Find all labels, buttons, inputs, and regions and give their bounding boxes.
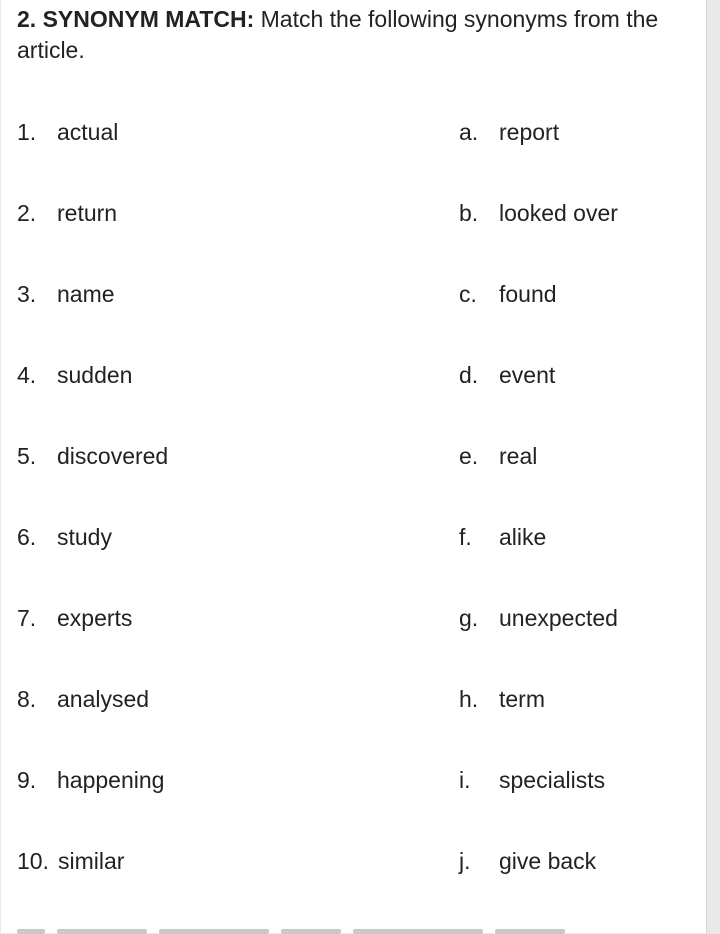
item-number: 6. bbox=[17, 524, 37, 550]
option-word: alike bbox=[499, 524, 547, 550]
option-word: looked over bbox=[499, 200, 618, 226]
option-word: specialists bbox=[499, 767, 606, 793]
worksheet-page bbox=[1, 0, 707, 933]
item-word: sudden bbox=[57, 362, 133, 388]
item-word: study bbox=[57, 524, 112, 550]
match-row bbox=[1, 679, 706, 719]
item-number: 1. bbox=[17, 119, 37, 145]
option-letter: e. bbox=[459, 443, 479, 469]
match-row bbox=[1, 436, 706, 476]
match-row bbox=[1, 193, 706, 233]
option-word: report bbox=[499, 119, 560, 145]
match-row bbox=[1, 274, 706, 314]
exercise-title: 2. SYNONYM MATCH: bbox=[17, 6, 255, 32]
item-word: happening bbox=[57, 767, 165, 793]
option-word: term bbox=[499, 686, 545, 712]
match-row bbox=[1, 598, 706, 638]
item-word: discovered bbox=[57, 443, 169, 469]
option-word: real bbox=[499, 443, 538, 469]
exercise-instructions: Match the following synonyms from the article. bbox=[17, 6, 659, 63]
option-letter: c. bbox=[459, 281, 477, 307]
match-row bbox=[1, 760, 706, 800]
option-letter: d. bbox=[459, 362, 479, 388]
item-number: 10. bbox=[17, 848, 49, 874]
option-letter: h. bbox=[459, 686, 479, 712]
item-number: 5. bbox=[17, 443, 37, 469]
option-letter: i. bbox=[459, 767, 471, 793]
item-number: 4. bbox=[17, 362, 37, 388]
item-word: similar bbox=[58, 848, 125, 874]
item-number: 3. bbox=[17, 281, 37, 307]
option-letter: b. bbox=[459, 200, 479, 226]
match-row bbox=[1, 355, 706, 395]
item-word: analysed bbox=[57, 686, 150, 712]
option-word: give back bbox=[499, 848, 597, 874]
item-word: experts bbox=[57, 605, 133, 631]
option-letter: a. bbox=[459, 119, 479, 145]
exercise-heading bbox=[17, 4, 677, 66]
option-letter: g. bbox=[459, 605, 479, 631]
match-row bbox=[1, 841, 706, 881]
item-number: 8. bbox=[17, 686, 37, 712]
item-word: actual bbox=[57, 119, 119, 145]
option-letter: f. bbox=[459, 524, 472, 550]
option-word: event bbox=[499, 362, 556, 388]
item-number: 9. bbox=[17, 767, 37, 793]
item-word: return bbox=[57, 200, 118, 226]
option-word: found bbox=[499, 281, 557, 307]
match-row bbox=[1, 517, 706, 557]
item-word: name bbox=[57, 281, 115, 307]
option-letter: j. bbox=[459, 848, 471, 874]
item-number: 2. bbox=[17, 200, 37, 226]
option-word: unexpected bbox=[499, 605, 618, 631]
match-row bbox=[1, 112, 706, 152]
cropped-next-line bbox=[17, 920, 677, 934]
item-number: 7. bbox=[17, 605, 37, 631]
